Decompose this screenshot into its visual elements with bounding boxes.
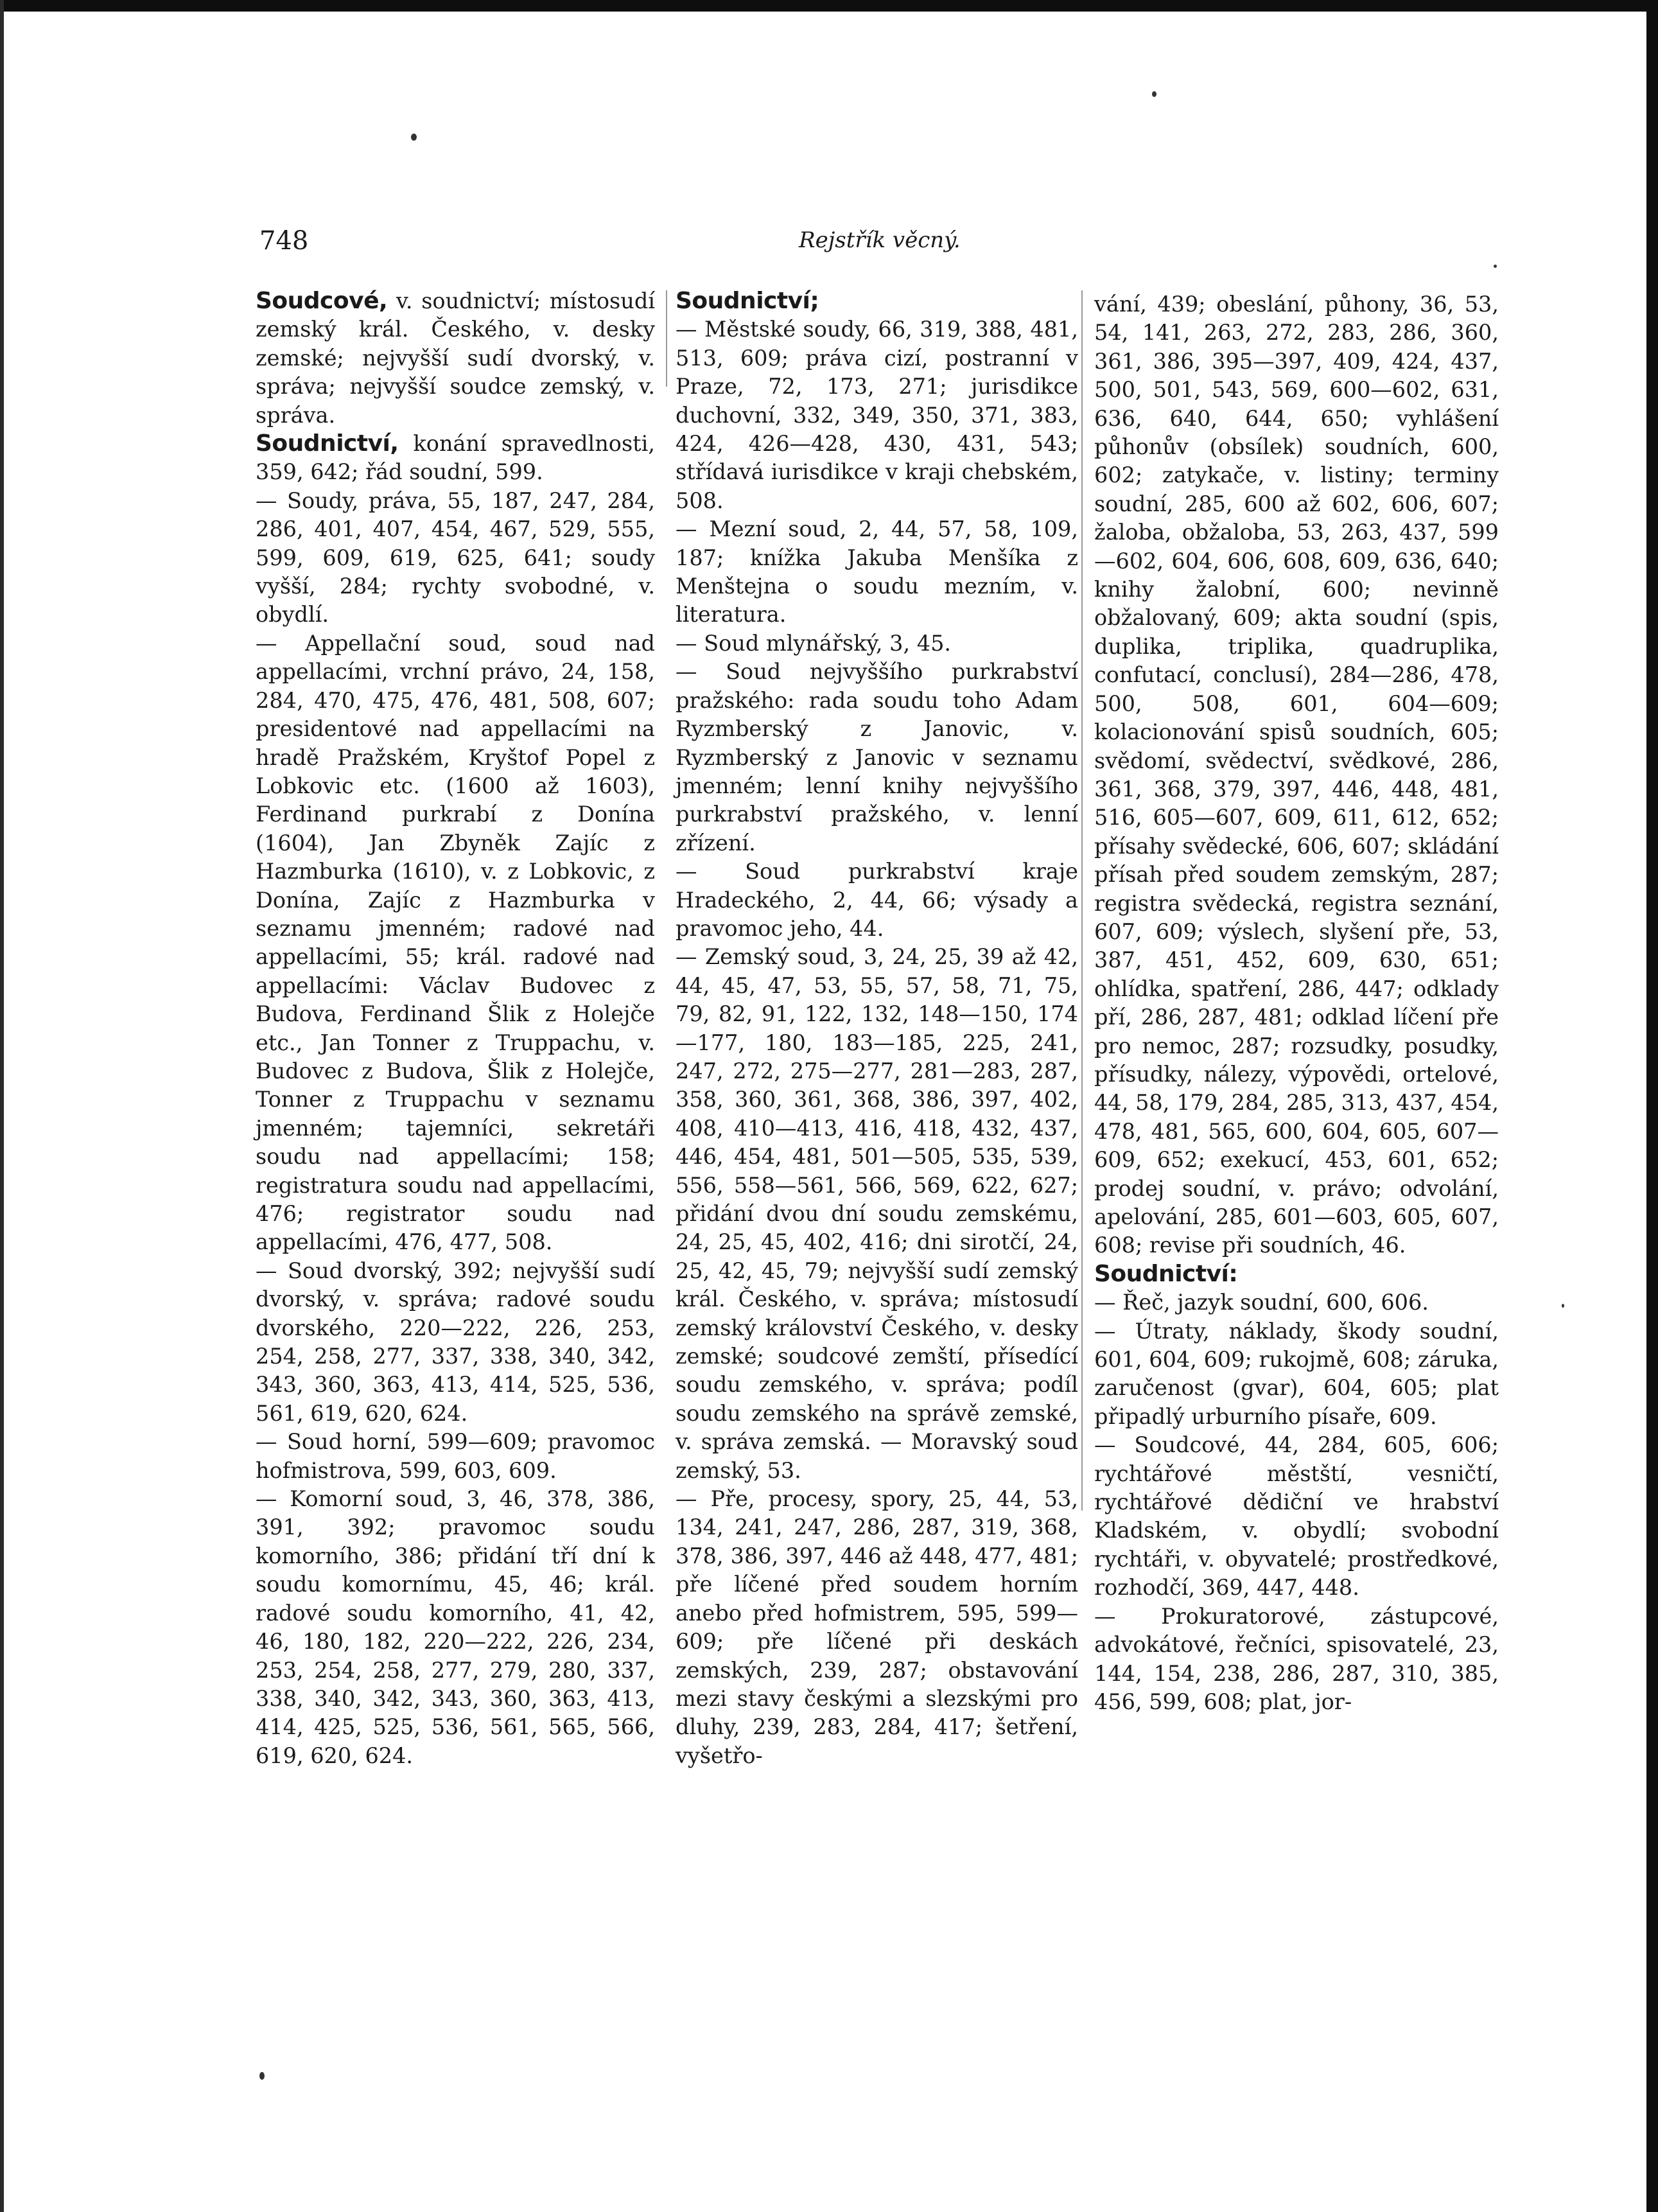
entry-text: — Pře, procesy, spory, 25, 44, 53, 134, 241, 247, 286, 287, 319, 368, 378, 386, 397, 446 až 448, 477, 481; pře líčené před soudem horním anebo před hofmistrem, 595, 599—609; pře líčené při deskách zemských, 239, 287; obstavování mezi stavy českými a slezskými pro dluhy, 239, 283, 284, 417; šetření, vyšetřo- — [676, 1486, 1078, 1768]
paper-speck — [259, 2072, 265, 2080]
entry-headword: Soudcové, — [256, 288, 388, 314]
entry-text: — Útraty, náklady, škody soudní, 601, 604, 609; rukojmě, 608; záruka, zaručenost (gvar), 604, 605; plat připadlý urburního písaře, 609. — [1094, 1318, 1499, 1429]
index-entry — [256, 287, 655, 430]
column-2 — [676, 287, 1078, 1770]
paper-speck — [1152, 91, 1156, 97]
entry-text: — Soud nejvyššího purkrabství pražského: rada soudu toho Adam Ryzmberský z Janovic, v. Ryzmberský z Janovic v seznamu jmenném; lenní knihy nejvyššího purkrabství pražského, v. lenní zřízení. — [676, 659, 1078, 856]
index-entry — [1094, 1431, 1499, 1602]
entry-text: — Appellační soud, soud nad appellacími, vrchní právo, 24, 158, 284, 470, 475, 476, 481, 508, 607; presidentové nad appellacími na hradě Pražském, Kryštof Popel z Lobkovic etc. (1600 až 1603), Ferdinand purkrabí z Donína (1604), Jan Zbyněk Zajíc z Hazmburka (1610), v. z Lobkovic, z Donína, Zajíc z Hazmburka v seznamu jmenném; radové nad appellacími, 55; král. radové nad appellacími: Václav Budovec z Budova, Ferdinand Šlik z Holejče etc., Jan Tonner z Truppachu, v. Budovec z Budova, Šlik z Holejče, Tonner z Truppachu v seznamu jmenném; tajemníci, sekretáři soudu nad appellacími; 158; registratura soudu nad appellacími, 476; registrator soudu nad appellacími, 476, 477, 508. — [256, 630, 655, 1255]
entry-text: — Městské soudy, 66, 319, 388, 481, 513, 609; práva cizí, postranní v Praze, 72, 173, 271; jurisdikce duchovní, 332, 349, 350, 371, 383, 424, 426—428, 430, 431, 543; střídavá iurisdikce v kraji chebském, 508. — [676, 317, 1078, 513]
entry-text: — Komorní soud, 3, 46, 378, 386, 391, 392; pravomoc soudu komorního, 386; přidání tří dní k soudu komornímu, 45, 46; král. radové soudu komorního, 41, 42, 46, 180, 182, 220—222, 226, 234, 253, 254, 258, 277, 279, 280, 337, 338, 340, 342, 343, 360, 363, 413, 414, 425, 525, 536, 561, 565, 566, 619, 620, 624. — [256, 1486, 655, 1768]
index-entry — [256, 1257, 655, 1428]
index-entry — [676, 1485, 1078, 1770]
scan-edge-top — [0, 0, 1658, 12]
index-entry — [1094, 1317, 1499, 1432]
index-entry — [676, 658, 1078, 857]
index-entry — [1094, 1288, 1499, 1317]
paper-speck — [411, 134, 417, 141]
entry-text: vání, 439; obeslání, půhony, 36, 53, 54, 141, 263, 272, 283, 286, 360, 361, 386, 395—397, 409, 424, 437, 500, 501, 543, 569, 600—602, 631, 636, 640, 644, 650; vyhlášení půhonův (obsílek) soudních, 600, 602; zatykače, v. listiny; terminy soudní, 285, 600 až 602, 606, 607; žaloba, obžaloba, 53, 263, 437, 599—602, 604, 606, 608, 609, 636, 640; knihy žalobní, 600; nevinně obžalovaný, 609; akta soudní (spis, duplika, triplika, quadruplika, confutací, conclusí), 284—286, 478, 500, 508, 601, 604—609; kolacionování spisů soudních, 605; svědomí, svědectví, svědkové, 286, 361, 368, 379, 397, 446, 448, 481, 516, 605—607, 609, 611, 612, 652; přísahy svědecké, 606, 607; skládání přísah před soudem zemským, 287; registra svědecká, registra seznání, 607, 609; výslech, slyšení pře, 53, 387, 451, 452, 609, 630, 651; ohlídka, spatření, 286, 447; odklady pří, 286, 287, 481; odklad líčení pře pro nemoc, 287; rozsudky, posudky, přísudky, nálezy, výpovědi, ortelové, 44, 58, 179, 284, 285, 313, 437, 454, 478, 481, 565, 600, 604, 605, 607—609, 652; exekucí, 453, 601, 652; prodej soudní, v. právo; odvolání, apelování, 285, 601—603, 605, 607, 608; revise při soudních, 46. — [1094, 292, 1499, 1258]
entry-text: konání spravedlnosti, 359, 642; řád soudní, 599. — [256, 431, 655, 485]
index-entry — [256, 430, 655, 487]
index-entry — [256, 1428, 655, 1485]
entry-headword: Soudnictví: — [1094, 1260, 1238, 1287]
index-entry — [676, 629, 1078, 658]
entry-text: — Řeč, jazyk soudní, 600, 606. — [1094, 1290, 1429, 1315]
column-3 — [1094, 290, 1499, 1716]
running-head — [259, 226, 1081, 265]
entry-text: — Soudcové, 44, 284, 605, 606; rychtářové městští, vesničtí, rychtářové dědiční ve hrabství Kladském, v. obydlí; svobodní rychtáři, v. obyvatelé; prostředkové, rozhodčí, 369, 447, 448. — [1094, 1432, 1499, 1601]
entry-headword: Soudnictví, — [256, 430, 399, 457]
index-entry — [676, 857, 1078, 943]
paper-speck — [1562, 1304, 1564, 1308]
entry-headword: Soudnictví; — [676, 288, 819, 314]
page-number: 748 — [259, 226, 309, 256]
entry-text: — Prokuratorové, zástupcové, advokátové, řečníci, spisovatelé, 23, 144, 154, 238, 286, 287, 310, 385, 456, 599, 608; plat, jor- — [1094, 1603, 1499, 1714]
index-entry — [676, 315, 1078, 515]
paper-speck — [1494, 265, 1497, 268]
index-entry — [676, 287, 1078, 315]
scan-edge-left — [0, 0, 4, 2212]
index-entry — [256, 1485, 655, 1770]
entry-text: — Mezní soud, 2, 44, 57, 58, 109, 187; knížka Jakuba Menšíka z Menštejna o soudu mezním, v. literatura. — [676, 516, 1078, 628]
index-entry — [676, 515, 1078, 629]
scan-edge-right — [1646, 0, 1658, 2212]
index-entry — [676, 943, 1078, 1485]
column-rule — [666, 290, 667, 387]
index-entry — [1094, 1602, 1499, 1717]
entry-text: — Soud horní, 599—609; pravomoc hofmistrova, 599, 603, 609. — [256, 1429, 655, 1483]
column-1 — [256, 287, 655, 1770]
index-entry — [256, 629, 655, 1257]
index-entry — [256, 487, 655, 629]
entry-text: — Soud purkrabství kraje Hradeckého, 2, 44, 66; výsady a pravomoc jeho, 44. — [676, 859, 1078, 941]
entry-text: v. soudnictví; místosudí zemský král. Českého, v. desky zemské; nejvyšší sudí dvorský, v. správa; nejvyšší soudce zemský, v. správa. — [256, 288, 655, 428]
running-title: Rejstřík věcný. — [799, 227, 961, 253]
entry-text: — Soudy, práva, 55, 187, 247, 284, 286, 401, 407, 454, 467, 529, 555, 599, 609, 619, 625, 641; soudy vyšší, 284; rychty svobodné, v. obydlí. — [256, 487, 655, 628]
entry-text: — Soud mlynářský, 3, 45. — [676, 630, 952, 656]
entry-text: — Zemský soud, 3, 24, 25, 39 až 42, 44, 45, 47, 53, 55, 57, 58, 71, 75, 79, 82, 91, 122, 132, 148—150, 174—177, 180, 183—185, 225, 241, 247, 272, 275—277, 281—283, 287, 358, 360, 361, 368, 386, 397, 402, 408, 410—413, 416, 418, 432, 437, 446, 454, 481, 501—505, 535, 539, 556, 558—561, 566, 569, 622, 627; přidání dvou dní soudu zemskému, 24, 25, 45, 402, 416; dni sirotčí, 24, 25, 42, 45, 79; nejvyšší sudí zemský král. Českého, v. správa; místosudí zemský království Českého, v. desky zemské; soudcové zemští, přísedící soudu zemského, v. správa; podíl soudu zemského na správě zemské, v. správa zemská. — Moravský soud zemský, 53. — [676, 944, 1078, 1483]
column-rule — [1081, 290, 1083, 1511]
entry-text: — Soud dvorský, 392; nejvyšší sudí dvorský, v. správa; radové soudu dvorského, 220—222, 226, 253, 254, 258, 277, 337, 338, 340, 342, 343, 360, 363, 413, 414, 525, 536, 561, 619, 620, 624. — [256, 1258, 655, 1426]
index-entry — [1094, 290, 1499, 1260]
index-entry — [1094, 1260, 1499, 1288]
